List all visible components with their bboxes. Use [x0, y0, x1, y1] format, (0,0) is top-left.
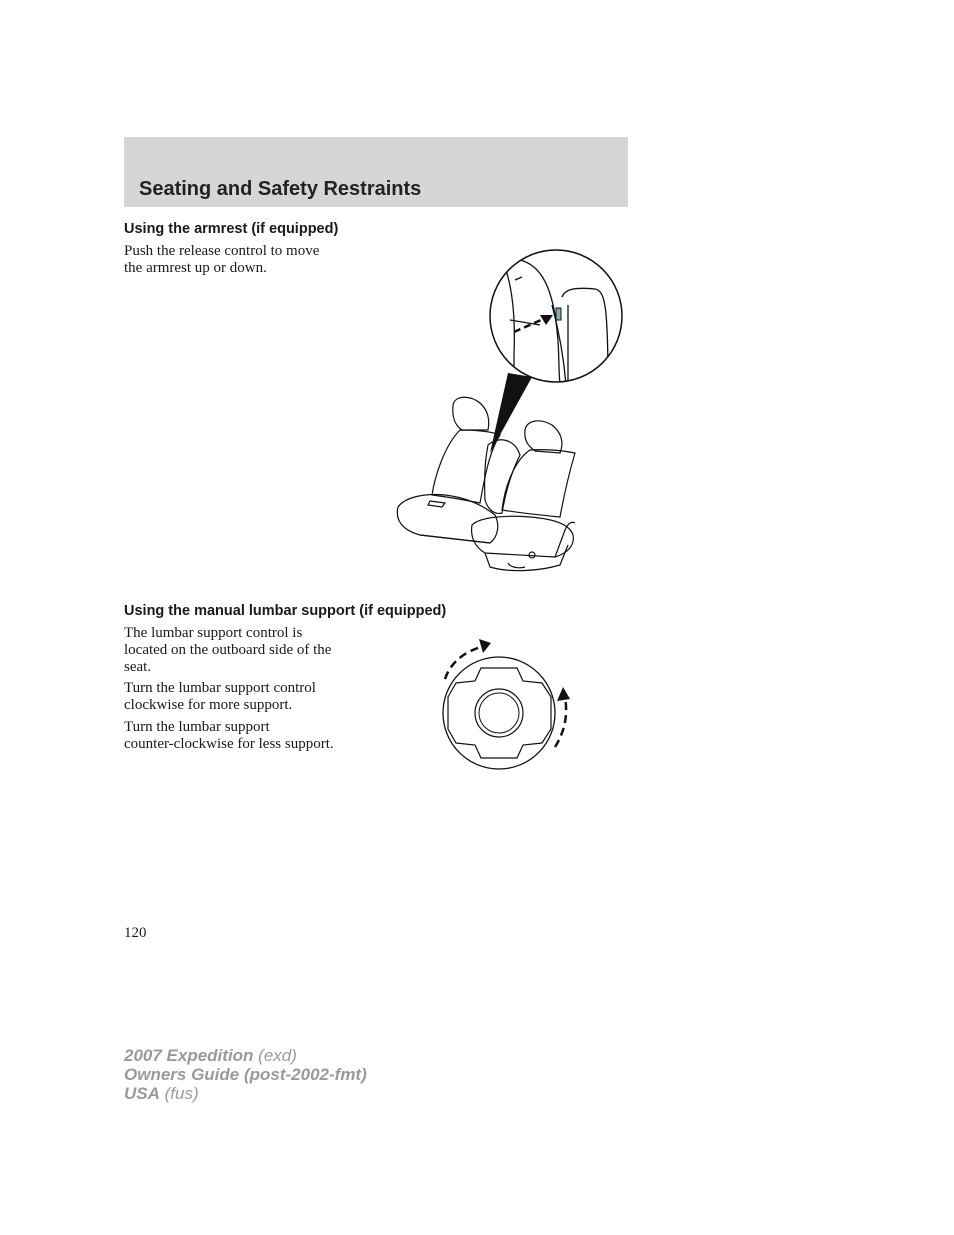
footer-guide: Owners Guide (post-2002-fmt)	[124, 1065, 367, 1084]
lumbar-p1-line-3: seat.	[124, 659, 152, 675]
counter-clockwise-arrow-icon	[555, 697, 566, 747]
release-control-icon	[556, 308, 561, 320]
footer-line-2	[124, 1065, 367, 1084]
armrest-line-2: the armrest up or down.	[124, 260, 267, 276]
footer-line-1	[124, 1046, 367, 1065]
lumbar-p3-line-2: counter-clockwise for less support.	[124, 736, 334, 752]
footer-model: 2007 Expedition	[124, 1046, 254, 1065]
section-title: Seating and Safety Restraints	[139, 178, 422, 200]
footer-region-code: (fus)	[164, 1084, 199, 1103]
armrest-heading: Using the armrest (if equipped)	[124, 221, 339, 237]
lumbar-heading: Using the manual lumbar support (if equipped)	[124, 603, 447, 619]
lumbar-p2-line-1: Turn the lumbar support control	[124, 680, 316, 696]
footer-region: USA	[124, 1084, 160, 1103]
lumbar-p1-line-2: located on the outboard side of the	[124, 642, 332, 658]
document-footer	[124, 1046, 367, 1103]
lumbar-p1-line-1: The lumbar support control is	[124, 625, 303, 641]
footer-model-code: (exd)	[258, 1046, 297, 1065]
lumbar-paragraph-1	[124, 625, 331, 676]
armrest-line-1: Push the release control to move	[124, 243, 320, 259]
armrest-paragraph	[124, 243, 319, 277]
page-number: 120	[124, 925, 147, 941]
lumbar-p3-line-1: Turn the lumbar support	[124, 719, 270, 735]
lumbar-paragraph-3	[124, 719, 334, 753]
knob-outer-ring	[443, 657, 555, 769]
lumbar-p2-line-2: clockwise for more support.	[124, 697, 293, 713]
section-header-band	[124, 137, 628, 207]
footer-line-3	[124, 1084, 367, 1103]
lumbar-knob-illustration	[435, 635, 580, 775]
lumbar-paragraph-2	[124, 680, 316, 714]
armrest-seat-illustration	[390, 245, 630, 580]
